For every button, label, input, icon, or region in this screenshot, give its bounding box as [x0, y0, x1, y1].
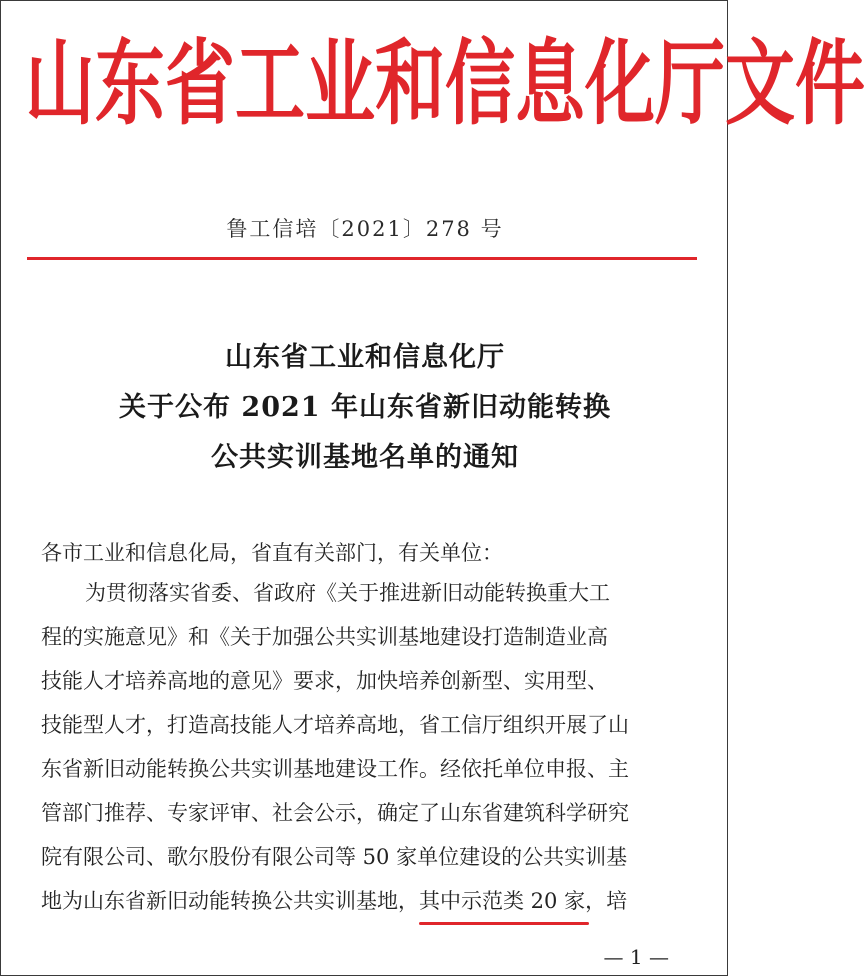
- notice-title-line-3: 公共实训基地名单的通知: [211, 442, 519, 473]
- masthead-char: 厅: [655, 28, 725, 139]
- highlighted-phrase: 其中示范类 20 家: [419, 885, 585, 915]
- body-line-prefix: 地为山东省新旧动能转换公共实训基地，: [41, 889, 419, 913]
- masthead-char: 和: [375, 28, 445, 139]
- page-number: — 1 —: [603, 945, 669, 969]
- body-line: 为贯彻落实省委、省政府《关于推进新旧动能转换重大工: [85, 581, 610, 605]
- masthead-char: 省: [165, 28, 235, 139]
- body-line: 技能型人才，打造高技能人才培养高地，省工信厅组织开展了山: [41, 713, 629, 737]
- masthead-char: 文: [725, 28, 795, 139]
- body-line: 管部门推荐、专家评审、社会公示，确定了山东省建筑科学研究: [41, 801, 629, 825]
- masthead: [25, 28, 865, 139]
- body-line-last: [41, 885, 701, 915]
- masthead-char: 工: [235, 28, 305, 139]
- header-divider: [27, 257, 697, 260]
- masthead-char: 东: [95, 28, 165, 139]
- body-line: 技能人才培养高地的意见》要求，加快培养创新型、实用型、: [41, 669, 608, 693]
- body-line: 程的实施意见》和《关于加强公共实训基地建设打造制造业高: [41, 625, 608, 649]
- masthead-char: 化: [585, 28, 655, 139]
- salutation: 各市工业和信息化局，省直有关部门，有关单位：: [41, 541, 503, 565]
- masthead-char: 山: [25, 28, 95, 139]
- notice-title-line-1: 山东省工业和信息化厅: [225, 342, 505, 373]
- body-line: 东省新旧动能转换公共实训基地建设工作。经依托单位申报、主: [41, 757, 629, 781]
- body-line-suffix: ，培: [585, 889, 628, 913]
- masthead-char: 件: [795, 28, 865, 139]
- document-number: 鲁工信培〔2021〕278 号: [226, 217, 504, 241]
- body-line: 院有限公司、歌尔股份有限公司等 50 家单位建设的公共实训基: [41, 845, 628, 869]
- masthead-char: 息: [515, 28, 585, 139]
- masthead-char: 业: [305, 28, 375, 139]
- masthead-char: 信: [445, 28, 515, 139]
- notice-title-line-2: 关于公布 2021 年山东省新旧动能转换: [119, 392, 611, 423]
